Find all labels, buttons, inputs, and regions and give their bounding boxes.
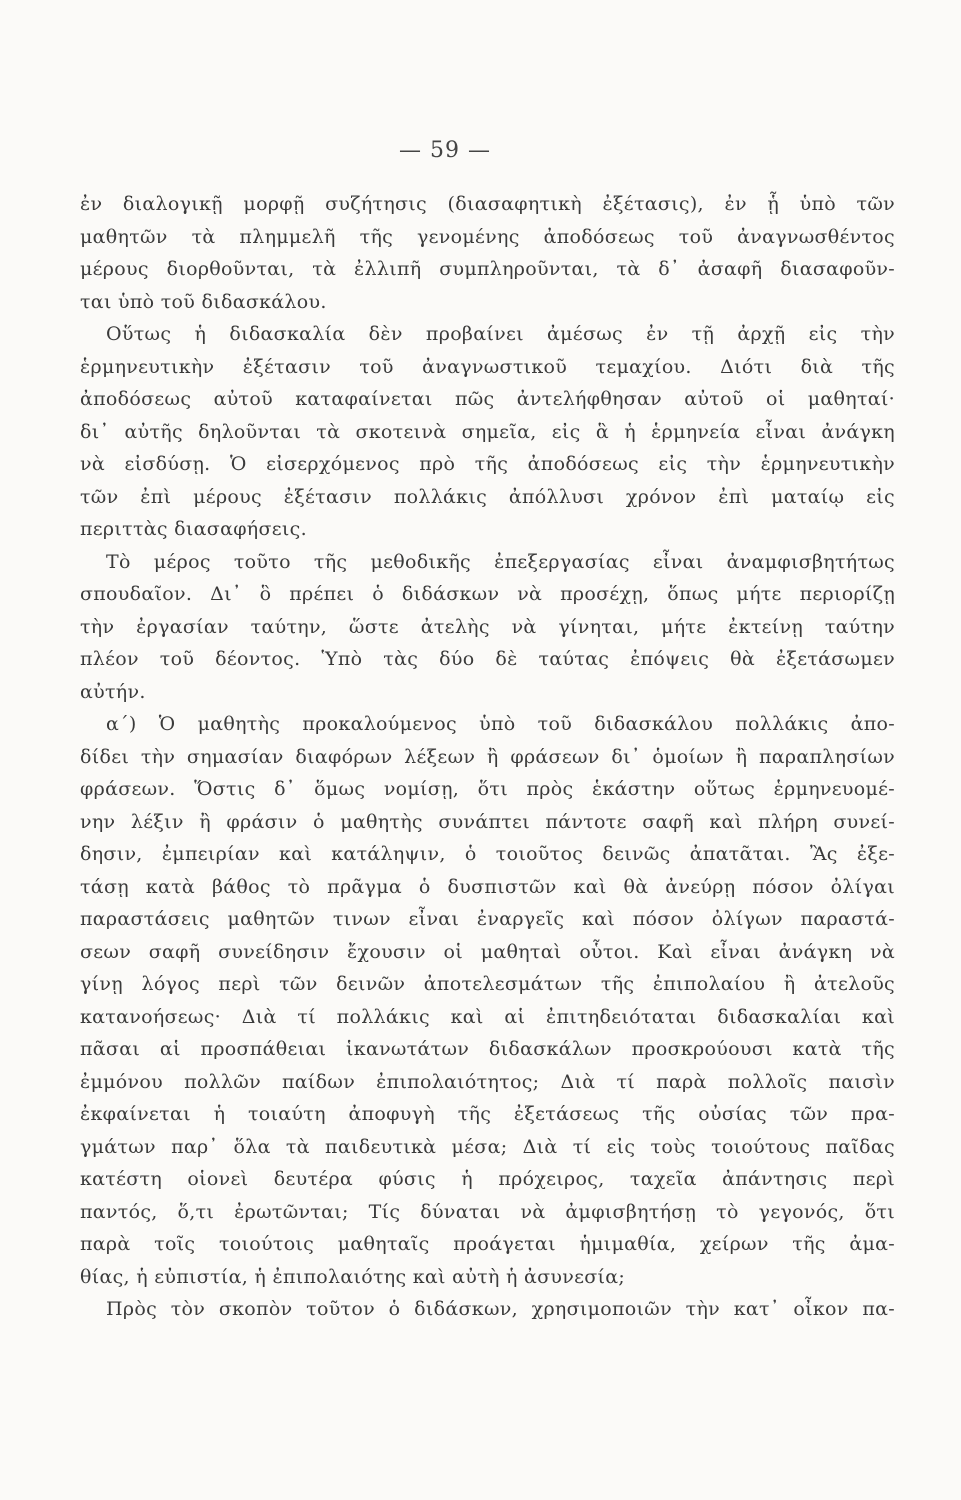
text-line: Τὸ μέρος τοῦτο τῆς μεθοδικῆς ἐπεξεργασίας εἶναι ἀναμφισβητήτως [106, 550, 895, 573]
text-line: Οὕτως ἡ διδασκαλία δὲν προβαίνει ἀμέσως ἐν τῇ ἀρχῇ εἰς τὴν [106, 323, 895, 345]
text-line: γμάτων παρ᾽ ὅλα τὰ παιδευτικὰ μέσα; Διὰ τί εἰς τοὺς τοιούτους παῖδας [80, 1135, 895, 1158]
text-line: παντός, ὅ,τι ἐρωτῶνται; Τίς δύναται νὰ ἀμφισβητήσῃ τὸ γεγονός, ὅτι [80, 1200, 895, 1223]
text-line: ἀποδόσεως αὐτοῦ καταφαίνεται πῶς ἀντελήφθησαν αὐτοῦ οἱ μαθηταί· [80, 388, 895, 410]
text-line: ται ὑπὸ τοῦ διδασκάλου. [80, 290, 327, 313]
text-line: νὰ εἰσδύσῃ. Ὁ εἰσερχόμενος πρὸ τῆς ἀποδόσεως εἰς τὴν ἑρμηνευτικὴν [80, 453, 895, 475]
text-line: τάσῃ κατὰ βάθος τὸ πρᾶγμα ὁ δυσπιστῶν καὶ θὰ ἀνεύρῃ πόσον ὀλίγαι [80, 875, 895, 898]
text-line: πλέον τοῦ δέοντος. Ὑπὸ τὰς δύο δὲ ταύτας ἐπόψεις θὰ ἐξετάσωμεν [80, 648, 895, 670]
text-line: παρὰ τοῖς τοιούτοις μαθηταῖς προάγεται ἡμιμαθία, χείρων τῆς ἀμα- [80, 1233, 895, 1255]
text-line: πᾶσαι αἱ προσπάθειαι ἱκανωτάτων διδασκάλων προσκρούουσι κατὰ τῆς [80, 1038, 895, 1060]
text-line: νην λέξιν ἢ φράσιν ὁ μαθητὴς συνάπτει πάντοτε σαφῆ καὶ πλήρη συνεί- [80, 810, 895, 833]
text-line: ἐκφαίνεται ἡ τοιαύτη ἀποφυγὴ τῆς ἐξετάσεως τῆς οὐσίας τῶν πρα- [80, 1103, 895, 1125]
text-line: θίας, ἡ εὐπιστία, ἡ ἐπιπολαιότης καὶ αὐτὴ ἡ ἀσυνεσία; [80, 1265, 626, 1288]
text-line: σπουδαῖον. Δι᾽ ὃ πρέπει ὁ διδάσκων νὰ προσέχῃ, ὅπως μήτε περιορίζῃ [80, 583, 895, 605]
body-text [80, 188, 895, 1326]
text-line: ἐν διαλογικῇ μορφῇ συζήτησις (διασαφητικὴ ἐξέτασις), ἐν ᾗ ὑπὸ τῶν [80, 193, 895, 215]
text-line: ἑρμηνευτικὴν ἐξέτασιν τοῦ ἀναγνωστικοῦ τεμαχίου. Διότι διὰ τῆς [80, 355, 895, 378]
page-number: — 59 — [399, 138, 491, 163]
text-line: μαθητῶν τὰ πλημμελῆ τῆς γενομένης ἀποδόσεως τοῦ ἀναγνωσθέντος [80, 225, 895, 248]
text-line: τῶν ἐπὶ μέρους ἐξέτασιν πολλάκις ἀπόλλυσι χρόνον ἐπὶ ματαίῳ εἰς [80, 485, 895, 508]
text-line: σεων σαφῆ συνείδησιν ἔχουσιν οἱ μαθηταὶ οὗτοι. Καὶ εἶναι ἀνάγκη νὰ [80, 940, 895, 963]
text-line: φράσεων. Ὅστις δ᾽ ὅμως νομίσῃ, ὅτι πρὸς ἑκάστην οὕτως ἑρμηνευομέ- [80, 778, 895, 800]
text-line: δι᾽ αὐτῆς δηλοῦνται τὰ σκοτεινὰ σημεῖα, εἰς ἃ ἡ ἑρμηνεία εἶναι ἀνάγκη [80, 420, 895, 443]
text-line: ἐμμόνου πολλῶν παίδων ἐπιπολαιότητος; Διὰ τί παρὰ πολλοῖς παισὶν [80, 1070, 895, 1093]
text-line: δίδει τὴν σημασίαν διαφόρων λέξεων ἢ φράσεων δι᾽ ὁμοίων ἢ παραπλησίων [80, 745, 895, 768]
text-line: γίνῃ λόγος περὶ τῶν δεινῶν ἀποτελεσμάτων τῆς ἐπιπολαίου ἢ ἀτελοῦς [80, 973, 895, 995]
text-line: παραστάσεις μαθητῶν τινων εἶναι ἐναργεῖς καὶ πόσον ὀλίγων παραστά- [80, 908, 895, 930]
text-line: Πρὸς τὸν σκοπὸν τοῦτον ὁ διδάσκων, χρησιμοποιῶν τὴν κατ᾽ οἶκον πα- [106, 1298, 895, 1320]
text-line: α΄) Ὁ μαθητὴς προκαλούμενος ὑπὸ τοῦ διδασκάλου πολλάκις ἀπο- [106, 713, 895, 735]
text-line: κατέστη οἱονεὶ δευτέρα φύσις ἡ πρόχειρος, ταχεῖα ἀπάντησις περὶ [80, 1168, 895, 1190]
text-line: μέρους διορθοῦνται, τὰ ἐλλιπῆ συμπληροῦνται, τὰ δ᾽ ἀσαφῆ διασαφοῦν- [80, 258, 895, 280]
text-line: δησιν, ἐμπειρίαν καὶ κατάληψιν, ὁ τοιοῦτος δεινῶς ἀπατᾶται. Ἂς ἐξε- [80, 843, 895, 865]
text-line: περιττὰς διασαφήσεις. [80, 518, 307, 540]
text-line: τὴν ἐργασίαν ταύτην, ὥστε ἀτελὴς νὰ γίνηται, μήτε ἐκτείνῃ ταύτην [80, 615, 895, 638]
text-line: κατανοήσεως· Διὰ τί πολλάκις καὶ αἱ ἐπιτηδειόταται διδασκαλίαι καὶ [80, 1005, 895, 1028]
text-line: αὐτήν. [80, 680, 146, 703]
